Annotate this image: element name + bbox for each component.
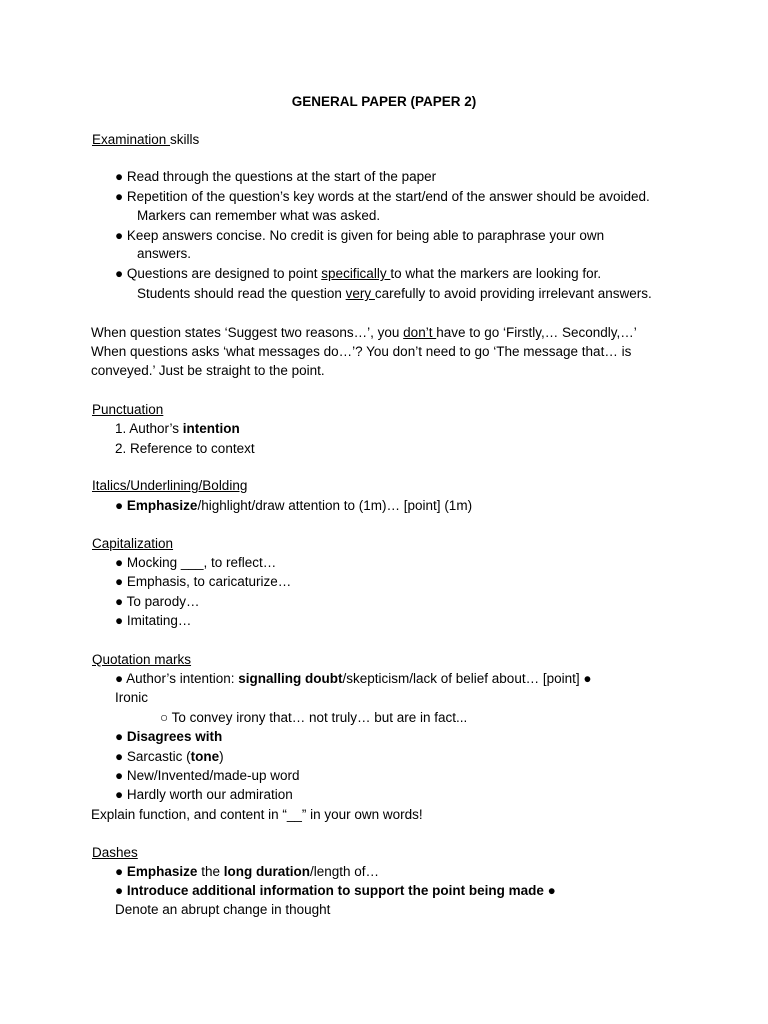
exam-b4b-pre: Students should read the question [137,286,346,301]
exam-skills-heading [92,131,199,148]
dashes-bullet-2 [115,882,556,899]
quote-b1-post: /skepticism/lack of belief about… [point] ● [342,671,592,686]
document-title: GENERAL PAPER (PAPER 2) [291,94,477,109]
dash-b1-bold-1: Emphasize [126,864,198,879]
exam-bullet-1: ● Read through the questions at the start of the paper [115,169,437,184]
dash-b1-bold-2: long duration [223,864,310,879]
capitalization-bullet-3: ● To parody… [115,594,200,609]
exam-p1-underlined: don’t [403,325,437,340]
italics-b1-post: /highlight/draw attention to (1m)… [point] (1m) [197,498,473,513]
exam-b4b-post: carefully to avoid providing irrelevant answers. [374,286,652,301]
dash-b1-pre: ● [115,864,127,879]
punct-i1-pre: 1. Author’s [115,421,183,436]
punctuation-heading: Punctuation [92,402,164,417]
italics-heading: Italics/Underlining/Bolding [92,478,248,493]
exam-b4-underlined: specifically [321,266,391,281]
exam-heading-underlined: Examination [92,132,171,147]
exam-b4b-underlined: very [345,286,375,301]
exam-paragraph-line-2: When questions asks ‘what messages do…’? You don’t need to go ‘The message that… is [91,344,632,359]
quote-b1-pre: ● Author’s intention: [115,671,239,686]
quote-b1-bold: signalling doubt [238,671,343,686]
quotation-bullet-1 [115,670,592,687]
dash-b1-mid: the [197,864,224,879]
quotation-heading: Quotation marks [92,652,192,667]
quotation-bullet-3 [115,748,224,765]
dashes-heading: Dashes [92,845,138,860]
dash-b2-bold: Introduce additional information to support the point being made ● [126,883,556,898]
exam-bullet-4 [115,265,601,282]
exam-paragraph-line-3: conveyed.’ Just be straight to the point. [91,363,325,378]
punctuation-item-2: 2. Reference to context [115,441,255,456]
exam-p1-post: have to go ‘Firstly,… Secondly,…’ [436,325,637,340]
capitalization-bullet-4: ● Imitating… [115,613,192,628]
quotation-sub-bullet-1: ○ To convey irony that… not truly… but are in fact... [160,710,468,725]
punctuation-item-1 [115,420,240,437]
exam-b4-pre: ● Questions are designed to point [115,266,322,281]
dashes-bullet-2-cont: Denote an abrupt change in thought [115,902,331,917]
italics-b1-pre: ● [115,498,127,513]
exam-heading-rest: skills [170,132,200,147]
exam-paragraph-line-1 [91,324,637,341]
exam-bullet-3: ● Keep answers concise. No credit is given for being able to paraphrase your own [115,228,605,243]
quotation-bullet-5: ● Hardly worth our admiration [115,787,293,802]
quotation-bullet-1-cont: Ironic [115,690,149,705]
exam-bullet-4-cont [137,285,652,302]
exam-bullet-2-cont: Markers can remember what was asked. [137,208,381,223]
exam-b4-post: to what the markers are looking for. [390,266,602,281]
quotation-bullet-4: ● New/Invented/made-up word [115,768,300,783]
exam-bullet-3-cont: answers. [137,246,192,261]
quotation-note: Explain function, and content in “__” in your own words! [91,807,423,822]
dash-b2-pre: ● [115,883,127,898]
italics-bullet-1 [115,497,472,514]
capitalization-bullet-2: ● Emphasis, to caricaturize… [115,574,292,589]
dash-b1-post: /length of… [309,864,379,879]
capitalization-bullet-1: ● Mocking ___, to reflect… [115,555,277,570]
quote-b2-pre: ● [115,729,127,744]
quote-b3-bold: tone [190,749,220,764]
punct-i1-bold: intention [182,421,240,436]
exam-p1-pre: When question states ‘Suggest two reasons…’, you [91,325,404,340]
exam-bullet-2: ● Repetition of the question’s key words at the start/end of the answer should be avoided. [115,189,650,204]
quote-b3-pre: ● Sarcastic ( [115,749,191,764]
italics-b1-bold: Emphasize [126,498,198,513]
capitalization-heading: Capitalization [92,536,174,551]
dashes-bullet-1 [115,863,379,880]
quotation-bullet-2 [115,728,222,745]
quote-b3-post: ) [219,749,224,764]
quote-b2-bold: Disagrees with [126,729,223,744]
